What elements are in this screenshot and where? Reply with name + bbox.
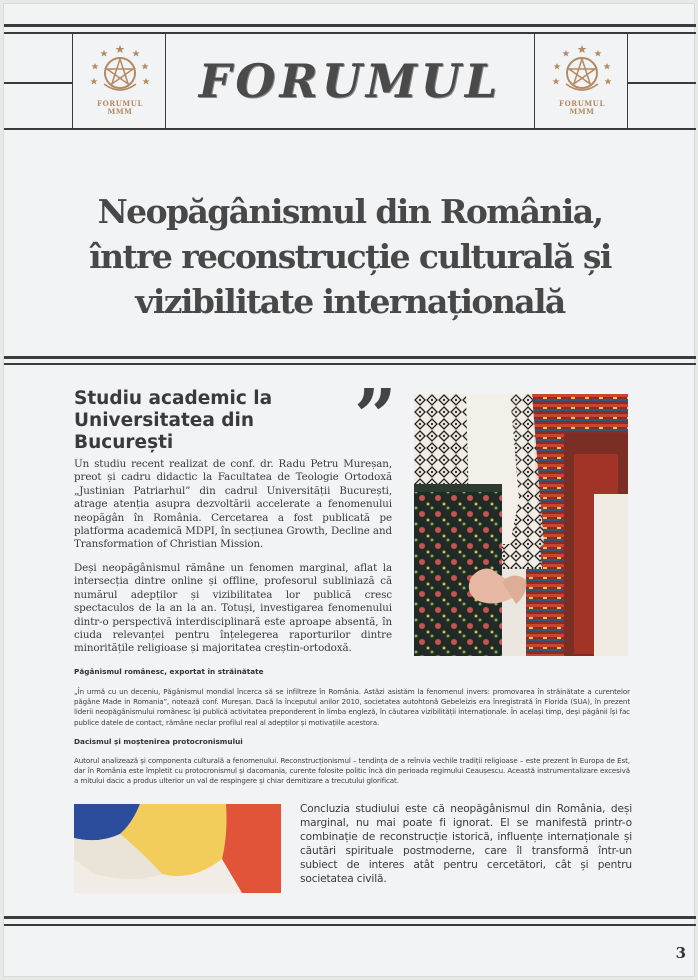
traditional-costume-photo <box>414 394 628 656</box>
masthead-title: FORUMUL <box>198 54 502 108</box>
forumul-logo-left <box>73 44 167 120</box>
masthead-left-line <box>4 82 72 84</box>
section-text-2: Autorul analizează și componenta culturală a fenomenului. Reconstrucționismul – tendința de a reînvia vechile tradiții religioase – este prezent în Europa de Est, dar în România este împletit cu protocronismul și dacomania, curente folosite politic încă din perioada regimului Ceaușescu. Această instrumentalizare excesivă a mitului dacic a produs ulterior un val de respingere și chiar demitizare a trecutului glorificat. <box>74 756 630 786</box>
romanian-flag-photo <box>74 804 281 893</box>
masthead-bottom-rule <box>4 128 696 130</box>
pentagram-wreath-icon <box>552 44 612 100</box>
quote-mark-icon: ” <box>354 374 391 460</box>
flag-illustration <box>74 804 281 893</box>
logo-text-line1: FORUMUL <box>97 99 143 108</box>
top-rule-thick <box>4 24 696 27</box>
section-text-1: „În urmă cu un deceniu, Păgânismul mondial încerca să se infiltreze în România. Astăzi asistăm la fenomenul invers: promovarea în străinătate a curentelor păgâne Made in Romania”, notează conf. Mureșan. Dacă la începutul anilor 2010, societatea autohtonă Gebeleizis era înregistrată în Florida (SUA), în prezent liderii neopăgânismului românesc își publică activitatea preponderent în limba engleză, în căutarea vizibilității internaționale. În același timp, deși păgânii își fac publice datele de contact, rămâne neclar profilul real al adepților și motivațiile acestora. <box>74 687 630 727</box>
masthead-left-box <box>72 34 166 130</box>
logo-text-line2: MMM <box>107 107 133 116</box>
logo-text-line1: FORUMUL <box>559 99 605 108</box>
article-paragraph-2: Deși neopăgânismul rămâne un fenomen marginal, aflat la intersecția dintre online și offline, profesorul subliniază că numărul adepților și vizibilitatea lor publică cresc spectaculos de la an la an. Totuși, investigarea fenomenului dintr-o perspectivă interdisciplinară este aproape absentă, în ciuda relevanței pentru înțelegerea raporturilor dintre minoritățile religioase și majoritatea creștin-ortodoxă. <box>74 562 392 655</box>
article-paragraph-1: Un studiu recent realizat de conf. dr. Radu Petru Mureșan, preot și cadru didactic la Facultatea de Teologie Ortodoxă „Justinian Patriarhul” din cadrul Universității București, atrage atenția asupra dezvoltării accelerate a fenomenului neopăgân în România. Cercetarea a fost publicată pe platforma academică MDPI, în secțiunea Growth, Decline and Transformation of Christian Mission. <box>74 458 392 551</box>
logo-text-line2: MMM <box>569 107 595 116</box>
page-number: 3 <box>675 944 686 962</box>
section-title-2: Dacismul și moștenirea protocronismului <box>74 737 243 746</box>
headline-rule-thick <box>4 356 696 359</box>
article-conclusion: Concluzia studiului este că neopăgânismul din România, deși marginal, nu mai poate fi ignorat. El se manifestă printr-o combinație de reconstrucție istorică, influențe internaționale și căutări spirituale postmoderne, care îl transformă într-un subiect de interes atât pentru cercetători, cât și pentru societatea civilă. <box>300 803 632 885</box>
page-headline: Neopăgânismul din România, între reconstrucție culturală și vizibilitate internațională <box>89 192 611 321</box>
masthead-right-line <box>628 82 696 84</box>
article-subhead: Studiu academic la Universitatea din București <box>74 388 273 453</box>
masthead <box>4 34 696 130</box>
pentagram-wreath-icon <box>90 44 150 100</box>
newspaper-page <box>3 3 695 977</box>
section-title-1: Păgânismul românesc, exportat în străinătate <box>74 667 264 676</box>
forumul-logo-right <box>535 44 629 120</box>
masthead-right-box <box>534 34 628 130</box>
bottom-rule-thin <box>4 924 696 926</box>
costume-photo-illustration <box>414 394 628 656</box>
bottom-rule-thick <box>4 916 696 919</box>
headline-rule-thin <box>4 363 696 365</box>
